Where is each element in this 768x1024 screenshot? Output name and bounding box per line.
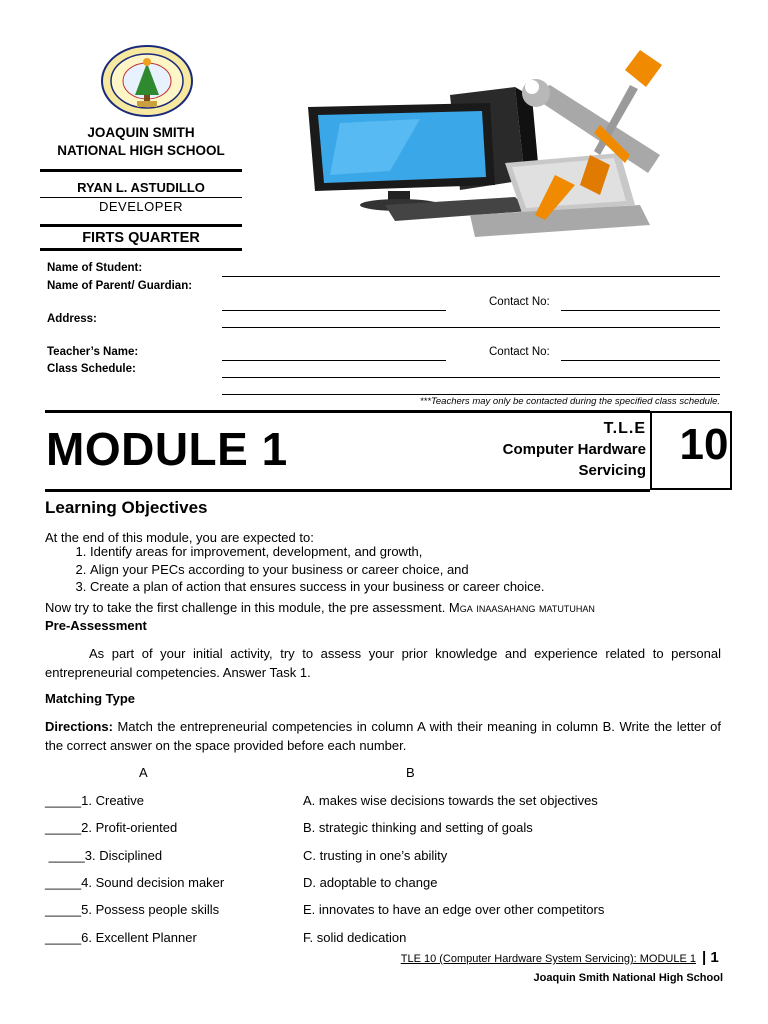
- learning-objectives-heading: Learning Objectives: [45, 498, 208, 517]
- school-name-line1: JOAQUIN SMITH: [87, 125, 195, 140]
- contact-line-1: [561, 310, 720, 311]
- school-name-line2: NATIONAL HIGH SCHOOL: [57, 143, 225, 158]
- parent-name-label: Name of Parent/ Guardian:: [47, 280, 193, 292]
- contact-label-2: Contact No:: [489, 346, 550, 358]
- challenge-text: [45, 600, 595, 615]
- subject-line3: Servicing: [578, 462, 646, 479]
- directions-text: Match the entrepreneurial competencies in column A with their meaning in column B. Write the letter of the correct answer on the space provided before each number.: [45, 719, 721, 753]
- school-seal: [101, 45, 193, 117]
- matching-b-item: D. adoptable to change: [303, 875, 438, 890]
- matching-type-heading: Matching Type: [45, 691, 136, 706]
- subject-block: [440, 418, 646, 481]
- matching-a-item: _____2. Profit-oriented: [45, 820, 178, 835]
- objectives-intro: At the end of this module, you are expected to:: [45, 530, 314, 545]
- pre-assessment-heading: Pre-Assessment: [45, 618, 147, 633]
- footer-school-name: Joaquin Smith National High School: [533, 972, 723, 984]
- header-divider-4: [40, 248, 242, 251]
- teacher-name-line: [222, 360, 446, 361]
- column-b-header: B: [406, 765, 415, 780]
- header-divider-3: [40, 224, 242, 227]
- grade-number: 10: [679, 420, 729, 469]
- objectives-list: [45, 543, 545, 596]
- matching-a-item: _____4. Sound decision maker: [45, 875, 225, 890]
- address-label: Address:: [47, 313, 97, 325]
- pre-assessment-paragraph: As part of your initial activity, try to assess your prior knowledge and experience related to personal entrepreneurial competencies. Answer Task 1.: [45, 646, 721, 680]
- matching-b-item: E. innovates to have an edge over other competitors: [303, 902, 605, 917]
- matching-b-item: F. solid dedication: [303, 930, 407, 945]
- footer-module-title: TLE 10 (Computer Hardware System Servicing): MODULE 1: [400, 953, 696, 965]
- matching-a-item: _____6. Excellent Planner: [45, 930, 197, 945]
- parent-name-line: [222, 310, 446, 311]
- quarter-label: FIRTS QUARTER: [82, 230, 200, 246]
- subject-line1: T.L.E: [603, 420, 646, 437]
- module-banner-bottom-rule: [45, 489, 650, 492]
- matching-a-item: _____3. Disciplined: [45, 848, 163, 863]
- school-name: [40, 124, 242, 160]
- matching-b-item: A. makes wise decisions towards the set objectives: [303, 793, 598, 808]
- matching-b-item: C. trusting in one’s ability: [303, 848, 448, 863]
- challenge-tail: Mga inaasahang matutuhan: [448, 600, 595, 615]
- footer-page-number: | 1: [702, 949, 719, 966]
- contact-label-1: Contact No:: [489, 296, 550, 308]
- matching-a-item: _____1. Creative: [45, 793, 145, 808]
- module-banner-top-rule: [45, 410, 650, 413]
- student-name-line: [222, 276, 720, 277]
- computer-tools-illustration: [300, 45, 700, 245]
- matching-a-item: _____5. Possess people skills: [45, 902, 220, 917]
- schedule-line-1: [222, 377, 720, 378]
- objective-item: 2. Align your PECs according to your business or career choice, and: [90, 561, 545, 579]
- module-title: MODULE 1: [46, 423, 288, 475]
- header-divider-1: [40, 169, 242, 172]
- header-divider-2: [40, 197, 242, 198]
- objective-item: 3. Create a plan of action that ensures success in your business or career choice.: [90, 578, 545, 596]
- teacher-contact-note: ***Teachers may only be contacted during the specified class schedule.: [419, 396, 720, 407]
- schedule-line-2: [222, 394, 720, 395]
- student-name-label: Name of Student:: [47, 262, 143, 274]
- column-a-header: A: [139, 765, 148, 780]
- directions-label: Directions:: [45, 719, 113, 734]
- objective-item: 1. Identify areas for improvement, development, and growth,: [90, 543, 545, 561]
- subject-line2: Computer Hardware: [502, 441, 646, 458]
- contact-line-2: [561, 360, 720, 361]
- class-schedule-label: Class Schedule:: [47, 363, 136, 375]
- matching-b-item: B. strategic thinking and setting of goals: [303, 820, 533, 835]
- address-line: [222, 327, 720, 328]
- developer-role: DEVELOPER: [99, 199, 183, 214]
- directions-paragraph: [45, 718, 721, 755]
- teacher-name-label: Teacher’s Name:: [47, 346, 139, 358]
- developer-name: RYAN L. ASTUDILLO: [77, 180, 205, 195]
- challenge-sentence: Now try to take the first challenge in this module, the pre assessment.: [45, 600, 449, 615]
